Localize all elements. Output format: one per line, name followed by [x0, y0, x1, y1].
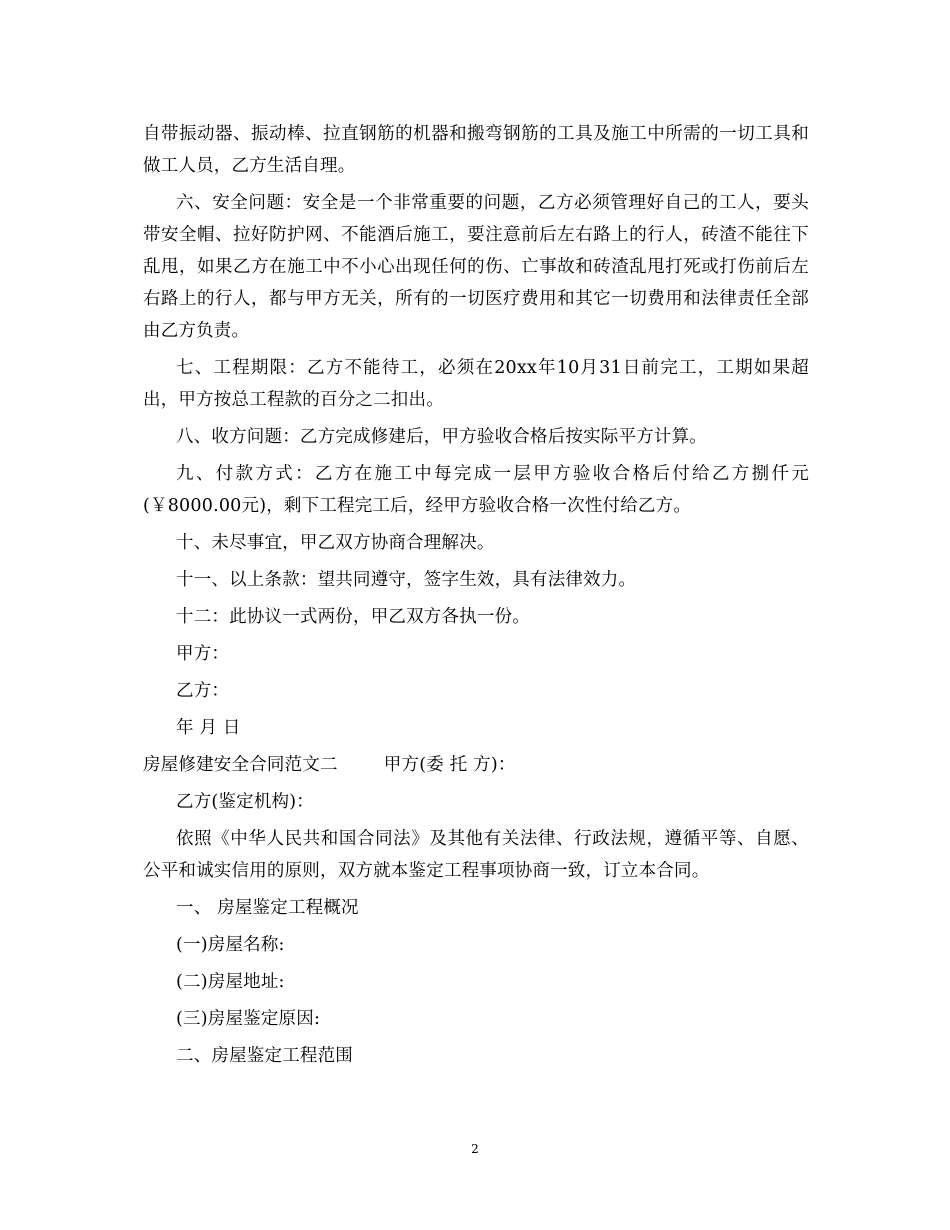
heading-project-scope: 二、房屋鉴定工程范围	[176, 1046, 353, 1066]
party-b-signature-line: 乙方：	[176, 681, 230, 701]
party-b-institution-line: 乙方(鉴定机构)：	[176, 792, 314, 812]
document-body	[143, 118, 809, 1077]
party-a-signature-line: 甲方：	[176, 644, 230, 664]
item-appraisal-reason: (三)房屋鉴定原因:	[176, 1009, 321, 1029]
paragraph-acceptance: 八、收方问题：乙方完成修建后，甲方验收合格后按实际平方计算。	[176, 427, 707, 447]
paragraph-terms-effect: 十一、以上条款：望共同遵守，签字生效，具有法律效力。	[176, 570, 637, 590]
section-title-contract-two: 房屋修建安全合同范文二 甲方(委 托 方)：	[143, 755, 516, 775]
paragraph-copies: 十二：此协议一式两份，甲乙双方各执一份。	[176, 607, 530, 627]
item-house-address: (二)房屋地址:	[176, 972, 285, 992]
item-house-name: (一)房屋名称:	[176, 935, 285, 955]
paragraph-legal-basis: 依照《中华人民共和国合同法》及其他有关法律、行政法规，遵循平等、自愿、公平和诚实信用的原则，双方就本鉴定工程事项协商一致，订立本合同。	[143, 829, 809, 881]
page-number: 2	[471, 1142, 479, 1156]
date-line: 年 月 日	[176, 718, 241, 738]
paragraph-unresolved-matters: 十、未尽事宜，甲乙双方协商合理解决。	[176, 533, 495, 553]
paragraph-schedule: 七、工程期限：乙方不能待工，必须在20xx年10月31日前完工，工期如果超出，甲方按总工程款的百分之二扣出。	[143, 358, 809, 410]
heading-project-overview: 一、 房屋鉴定工程概况	[176, 898, 359, 918]
paragraph-payment: 九、付款方式：乙方在施工中每完成一层甲方验收合格后付给乙方捌仟元(￥8000.00元)，剩下工程完工后，经甲方验收合格一次性付给乙方。	[143, 464, 809, 516]
paragraph-equipment: 自带振动器、振动棒、拉直钢筋的机器和搬弯钢筋的工具及施工中所需的一切工具和做工人员，乙方生活自理。	[143, 124, 809, 176]
paragraph-safety: 六、安全问题：安全是一个非常重要的问题，乙方必须管理好自己的工人，要头带安全帽、拉好防护网、不能酒后施工，要注意前后左右路上的行人，砖渣不能往下乱甩，如果乙方在施工中不小心出现任何的伤、亡事故和砖渣乱甩打死或打伤前后左右路上的行人，都与甲方无关，所有的一切医疗费用和其它一切费用和法律责任全部由乙方负责。	[143, 193, 809, 341]
